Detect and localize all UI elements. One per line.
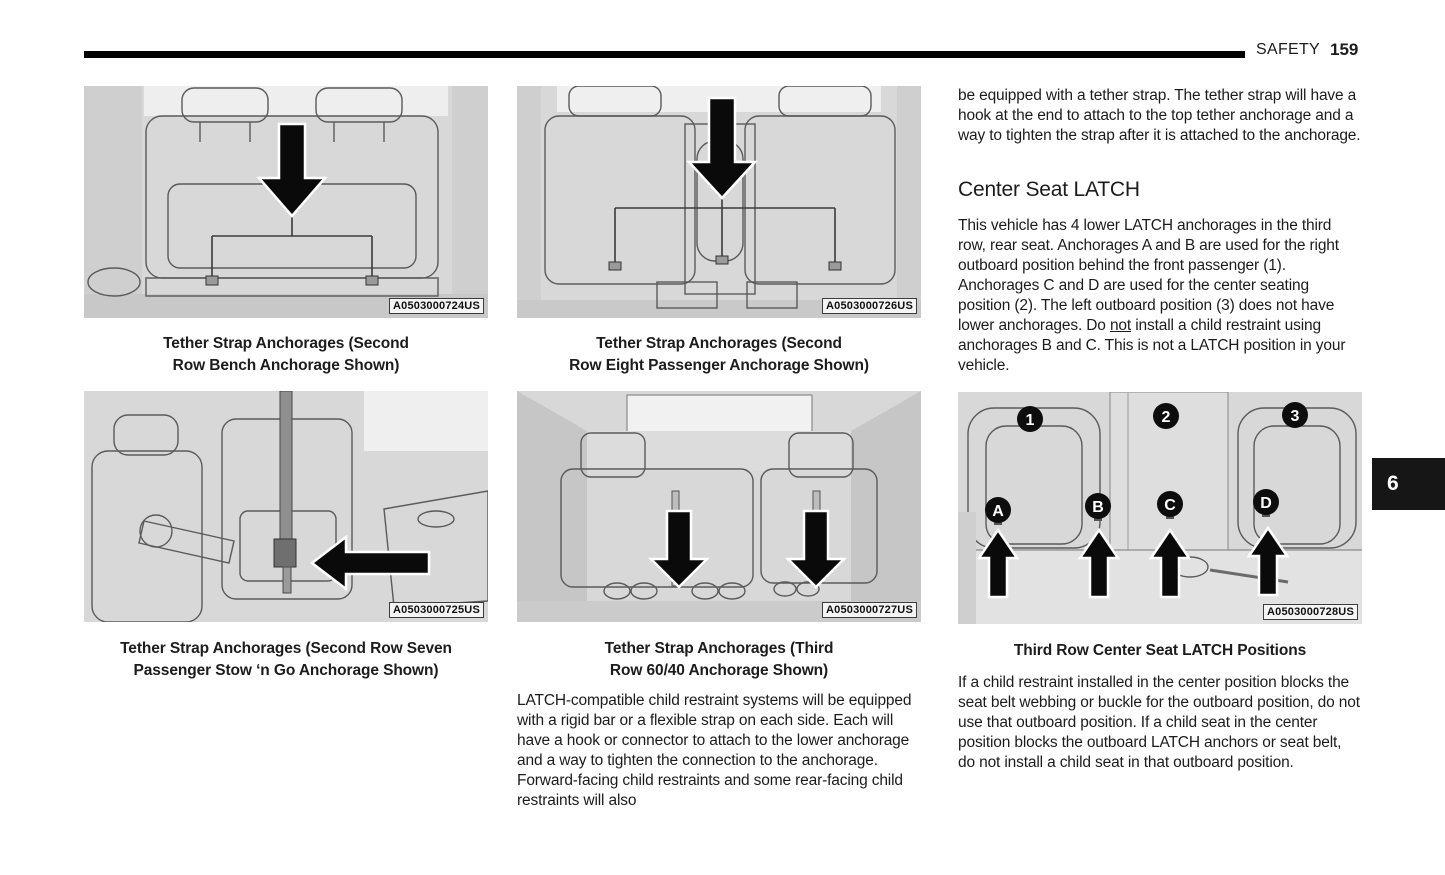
header-rule bbox=[84, 51, 1245, 58]
anchor-b-marker: B bbox=[1092, 499, 1104, 516]
figure-code-label: A0503000726US bbox=[822, 298, 917, 314]
header-page-number: 159 bbox=[1330, 40, 1359, 59]
figure-code-label: A0503000724US bbox=[389, 298, 484, 314]
section-heading: Center Seat LATCH bbox=[958, 178, 1140, 201]
figure-second-row-bench bbox=[84, 86, 488, 318]
anchor-c-marker: C bbox=[1164, 497, 1176, 514]
figure-code-label: A0503000727US bbox=[822, 602, 917, 618]
chapter-tab bbox=[1372, 458, 1445, 510]
chapter-tab-number: 6 bbox=[1387, 472, 1399, 495]
caption-eight-passenger: Tether Strap Anchorages (Second Row Eight Passenger Anchorage Shown) bbox=[569, 335, 869, 374]
tether-strap-paragraph: be equipped with a tether strap. The tether strap will have a hook at the end to attach to the top tether anchorage and a way to tighten the strap after it is attached to the anchorage. bbox=[958, 87, 1361, 144]
anchor-a-marker: A bbox=[992, 503, 1004, 520]
second-row-bench-illustration bbox=[84, 86, 488, 318]
header-section-title: SAFETY bbox=[1256, 41, 1321, 58]
caption-second-row-bench: Tether Strap Anchorages (Second Row Bench Anchorage Shown) bbox=[163, 335, 409, 374]
outboard-position-paragraph: If a child restraint installed in the center position blocks the seat belt webbing or buckle for the outboard position, do not use that outboard position. If a child seat in the center position blocks the outboard LATCH anchors or seat belt, do not install a child seat in that outboard position. bbox=[958, 674, 1360, 771]
figure-code-label: A0503000728US bbox=[1263, 604, 1358, 620]
caption-stow-n-go: Tether Strap Anchorages (Second Row Seven Passenger Stow ‘n Go Anchorage Shown) bbox=[120, 640, 452, 679]
latch-positions-illustration bbox=[958, 392, 1362, 624]
underlined-not: not bbox=[1109, 317, 1132, 334]
seat-3-marker: 3 bbox=[1290, 408, 1300, 425]
figure-code-label: A0503000725US bbox=[389, 602, 484, 618]
seat-1-marker: 1 bbox=[1025, 412, 1035, 429]
caption-latch-positions: Third Row Center Seat LATCH Positions bbox=[1013, 642, 1307, 659]
eight-passenger-illustration bbox=[517, 86, 921, 318]
caption-sixty-forty: Tether Strap Anchorages (Third Row 60/40 Anchorage Shown) bbox=[604, 640, 834, 679]
center-seat-latch-paragraph: This vehicle has 4 lower LATCH anchorages in the third row, rear seat. Anchorages A and B are used for the right outboard position behind the front passenger (1). Anchorages C and D are used for the center seating position (2). The left outboard position (3) does not have lower anchorages. Do not install a child restraint using anchorages B and C. This is not a LATCH position in your vehicle. bbox=[958, 217, 1346, 374]
latch-compatible-paragraph: LATCH-compatible child restraint systems will be equipped with a rigid bar or a flexible strap on each side. Each will have a hook or connector to attach to the lower anchorage and a way to tighten the connection to the anchorage. Forward-facing child restraints and some rear-facing child restraints will also bbox=[517, 692, 912, 809]
figure-latch-positions bbox=[958, 392, 1362, 624]
anchor-d-marker: D bbox=[1260, 495, 1272, 512]
figure-sixty-forty bbox=[517, 391, 921, 622]
sixty-forty-illustration bbox=[517, 391, 921, 622]
figure-eight-passenger bbox=[517, 86, 921, 318]
stow-n-go-illustration bbox=[84, 391, 488, 622]
seat-2-marker: 2 bbox=[1161, 409, 1171, 426]
figure-stow-n-go bbox=[84, 391, 488, 622]
